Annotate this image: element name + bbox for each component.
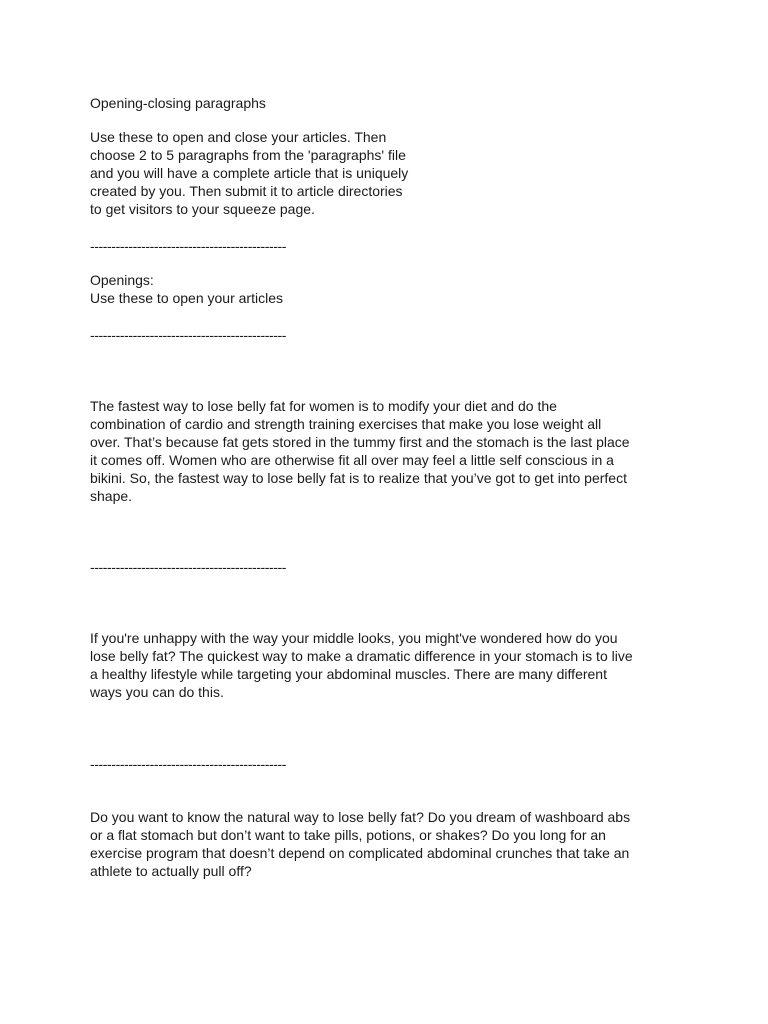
opening-paragraph: The fastest way to lose belly fat for women is to modify your diet and do the combination of cardio and strength training exercises that make you lose weight all over. That’s because fat gets stored in the tummy first and the stomach is the last place it comes off. Women who are otherwise fit all over may feel a little self conscious in a bikini. So, the fastest way to lose belly fat is to realize that you’ve got to get into perfect shape.	[90, 398, 630, 504]
separator-line: ----------------------------------------------	[90, 559, 287, 575]
openings-subheading: Use these to open your articles	[90, 290, 283, 306]
openings-heading: Openings:	[90, 272, 154, 288]
separator-line: ----------------------------------------------	[90, 238, 287, 254]
opening-paragraph: Do you want to know the natural way to lose belly fat? Do you dream of washboard abs or a flat stomach but don’t want to take pills, potions, or shakes? Do you long for an exercise program that doesn’t depend on complicated abdominal crunches that take an athlete to actually pull off?	[90, 809, 631, 879]
separator-line: ----------------------------------------------	[90, 327, 287, 343]
separator-line: ----------------------------------------------	[90, 756, 287, 772]
opening-paragraph: If you're unhappy with the way your middle looks, you might've wondered how do you lose belly fat? The quickest way to make a dramatic difference in your stomach is to live a healthy lifestyle while targeting your abdominal muscles. There are many different ways you can do this.	[90, 630, 633, 700]
intro-paragraph: Use these to open and close your articles. Then choose 2 to 5 paragraphs from the 'paragraphs' file and you will have a complete article that is uniquely created by you. Then submit it to article directories to get visitors to your squeeze page.	[90, 129, 409, 217]
document-title: Opening-closing paragraphs	[90, 95, 266, 111]
